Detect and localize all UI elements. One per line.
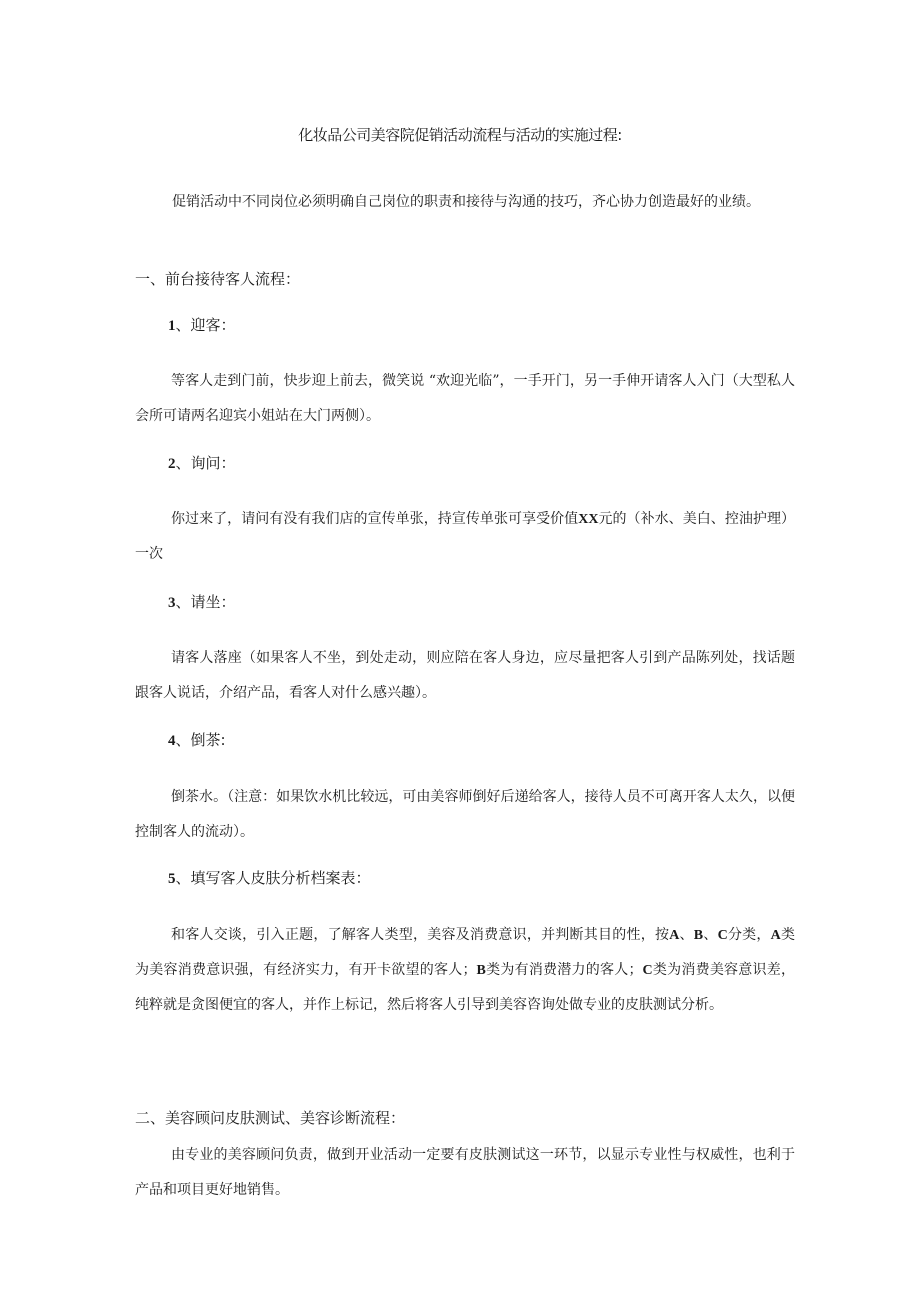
step-number: 3 [168, 595, 176, 611]
step-number: 5 [168, 871, 176, 887]
step-label: 、倒茶: [175, 731, 226, 749]
step-label: 、填写客人皮肤分析档案表： [175, 869, 371, 887]
text-segment: 类为美容消费意识强，有经济实力，有开卡欲望的客人； [135, 927, 796, 978]
step-3-heading [168, 591, 236, 612]
text-segment: 类为消费美容意识差，纯粹就是贪图便宜的客人，并作上标记，然后将客人引导到美容咨询处做专业的皮肤测试分析。 [135, 962, 796, 1013]
text-segment: 类为有消费潜力的客人； [485, 962, 643, 978]
text-segment: 你过来了，请问有没有我们店的宣传单张，持宣传单张可享受价值 [171, 511, 579, 527]
step-number: 2 [168, 456, 176, 472]
step-5-paragraph [135, 918, 795, 1023]
step-number: 1 [168, 318, 176, 334]
category-a: A [669, 928, 680, 943]
category-a: A [770, 928, 781, 943]
category-c: C [717, 928, 728, 943]
category-b: B [693, 928, 704, 943]
step-label: 、迎客： [175, 316, 236, 334]
section-2-paragraph: 由专业的美容顾问负责，做到开业活动一定要有皮肤测试这一环节，以显示专业性与权威性，也利于产品和项目更好地销售。 [135, 1147, 795, 1198]
step-2-paragraph [135, 502, 795, 572]
step-label: 、请坐： [175, 593, 236, 611]
text-segment: 和客人交谈，引入正题，了解客人类型，美容及消费意识，并判断其目的性，按 [171, 927, 670, 943]
section-2-heading: 二、美容顾问皮肤测试、美容诊断流程： [135, 1109, 406, 1127]
price-placeholder: XX [578, 512, 599, 527]
intro-paragraph: 促销活动中不同岗位必须明确自己岗位的职责和接待与沟通的技巧，齐心协力创造最好的业绩。 [172, 194, 760, 210]
category-b: B [476, 963, 486, 978]
step-5-heading [168, 867, 371, 888]
section-1-heading: 一、前台接待客人流程： [135, 270, 301, 288]
step-label: 、询问： [175, 454, 236, 472]
step-1-paragraph: 等客人走到门前，快步迎上前去，微笑说 “欢迎光临”，一手开门，另一手伸开请客人入门（大型私人会所可请两名迎宾小姐站在大门两侧）。 [135, 373, 795, 424]
step-2-heading [168, 452, 236, 473]
text-segment: 元的（补水、美白、控油护理）一次 [135, 511, 796, 562]
step-4-paragraph: 倒茶水。（注意：如果饮水机比较远，可由美容师倒好后递给客人，接待人员不可离开客人太久，以便控制客人的流动）。 [135, 789, 795, 840]
category-c: C [642, 963, 653, 978]
step-3-paragraph: 请客人落座（如果客人不坐，到处走动，则应陪在客人身边，应尽量把客人引到产品陈列处，找话题跟客人说话，介绍产品，看客人对什么感兴趣）。 [135, 650, 795, 701]
text-segment: 分类， [727, 927, 771, 943]
document-title: 化妆品公司美容院促销活动流程与活动的实施过程: [298, 126, 622, 144]
step-4-heading [168, 729, 226, 750]
step-1-heading [168, 314, 236, 335]
step-number: 4 [168, 733, 176, 749]
text-segment: 、 [679, 927, 694, 943]
text-segment: 、 [703, 927, 718, 943]
